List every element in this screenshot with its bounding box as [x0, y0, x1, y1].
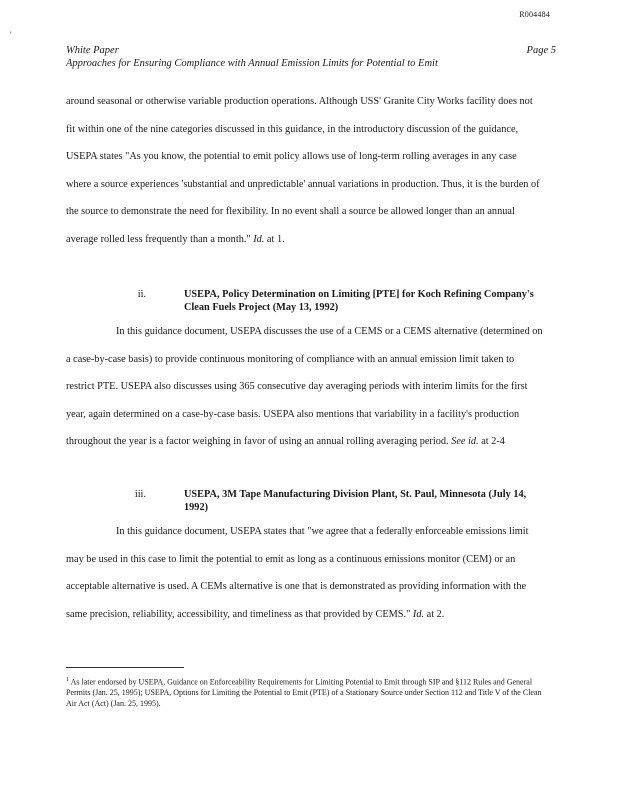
section-iii-title: USEPA, 3M Tape Manufacturing Division Plant, St. Paul, Minnesota (July 14, 1992) — [184, 489, 527, 513]
page-header — [66, 44, 556, 70]
section-ii-heading — [66, 288, 544, 314]
section-ii-title: USEPA, Policy Determination on Limiting [PTE] for Koch Refining Company's Clean Fuels Project (May 13, 1992) — [184, 289, 534, 313]
paragraph-1-text: around seasonal or otherwise variable production operations. Although USS' Granite City Works facility does not fit within one of the nine categories discussed in this guidance, in the introductory discussion of the guidance, USEPA states "As you know, the potential to emit policy allows use of long-term rolling averages in any case where a source experiences 'substantial and unpredictable' annual variations in production. Thus, it is the burden of the source to demonstrate the need for flexibility. In no event shall a source be allowed longer than an annual average rolled less frequently than a month." — [66, 96, 540, 245]
section-iii-number: iii. — [134, 489, 146, 500]
paragraph-2 — [66, 318, 544, 456]
paragraph-3 — [66, 518, 544, 628]
header-title: White Paper — [66, 45, 119, 56]
footnote — [66, 675, 544, 709]
paragraph-2-cite: See id. — [451, 436, 479, 447]
bates-number: R004484 — [519, 10, 550, 19]
scan-mark: ' — [10, 30, 12, 40]
paragraph-3-cite-tail: at 2. — [424, 608, 445, 620]
header-line — [66, 44, 556, 57]
header-subtitle: Approaches for Ensuring Compliance with Annual Emission Limits for Potential to Emit — [66, 58, 438, 69]
paragraph-2-cite-tail: at 2-4 — [478, 436, 505, 447]
footnote-marker: 1 — [66, 677, 69, 683]
paragraph-3-cite: Id. — [412, 608, 425, 620]
paragraph-1-cite: Id. — [253, 233, 265, 245]
section-ii-number: ii. — [137, 289, 146, 300]
page-number: Page 5 — [526, 45, 556, 56]
footnote-text: As later endorsed by USEPA, Guidance on Enforceability Requirements for Limiting Potential to Emit through SIP and §112 Rules and General Permits (Jan. 25, 1995); USEPA, Options for Limiting the Potential to Emit (PTE) of a Stationary Source under Section 112 and Title V of the Clean Air Act (Act) (Jan. 25, 1995). — [66, 677, 542, 708]
paragraph-2-text: In this guidance document, USEPA discusses the use of a CEMS or a CEMS alternative (determined on a case-by-case basis) to provide continuous monitoring of compliance with an annual emission limit taken to restrict PTE. USEPA also discusses using 365 consecutive day averaging periods with interim limits for the first year, again determined on a case-by-case basis. USEPA also mentions that variability in a facility's production throughout the year is a factor weighing in favor of using an annual rolling averaging period. — [66, 326, 543, 447]
footnote-divider — [66, 667, 184, 668]
paragraph-3-text: In this guidance document, USEPA states that "we agree that a federally enforceable emissions limit may be used in this case to limit the potential to emit as long as a continuous emissions monitor (CEM) or an acceptable alternative is used. A CEMs alternative is one that is demonstrated as providing information with the same precision, reliability, accessibility, and timeliness as that provided by CEMS." — [66, 526, 529, 620]
paragraph-1-cite-tail: at 1. — [264, 233, 285, 245]
section-iii-heading — [66, 488, 544, 514]
paragraph-1 — [66, 88, 544, 253]
